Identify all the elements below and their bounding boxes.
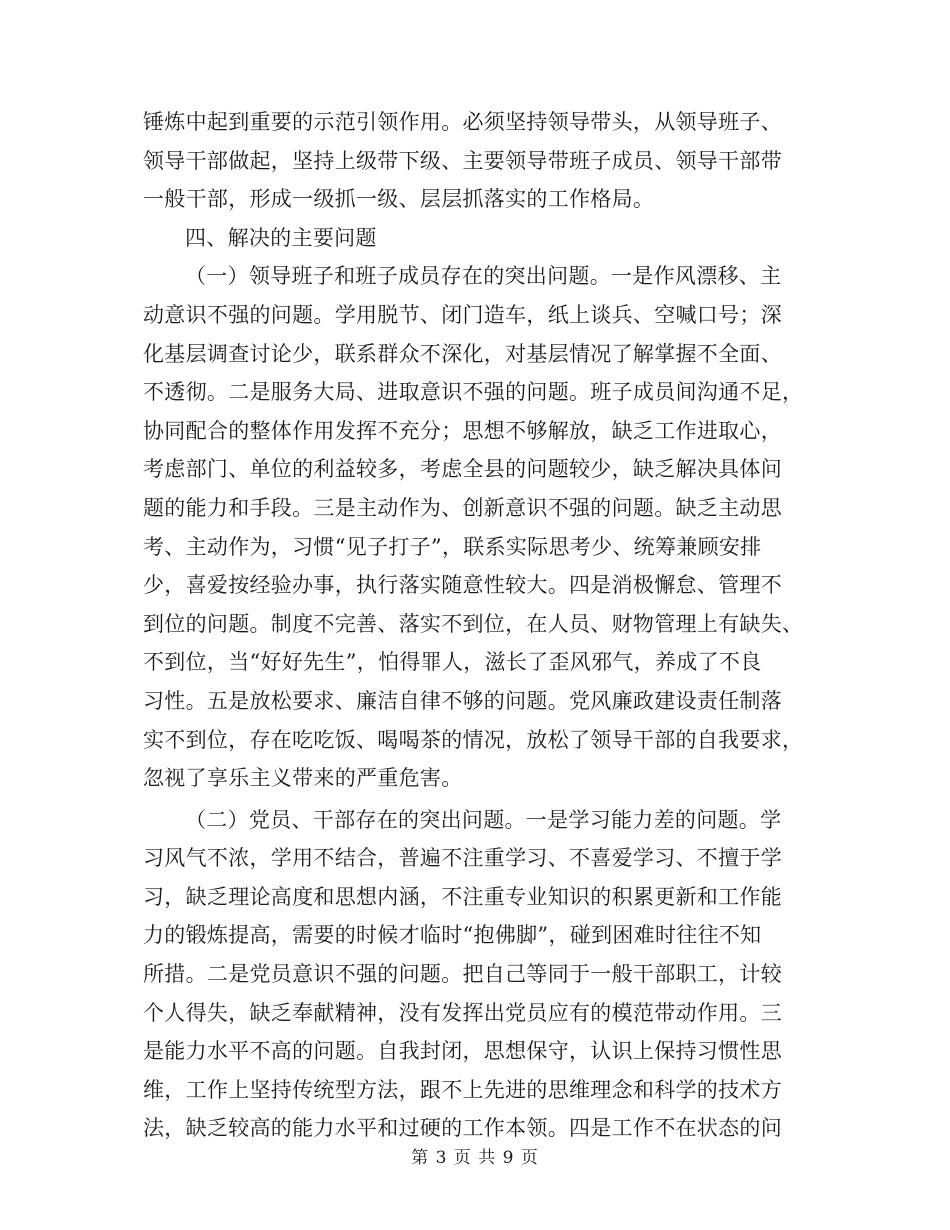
text-line: 领导干部做起，坚持上级带下级、主要领导带班子成员、领导干部带 [143, 148, 782, 173]
text-line: 实不到位，存在吃吃饭、喝喝茶的情况，放松了领导干部的自我要求， [143, 727, 804, 752]
page-number-footer: 第 3 页 共 9 页 [411, 1148, 539, 1168]
text-line: 到位的问题。制度不完善、落实不到位，在人员、财物管理上有缺失、 [143, 611, 804, 636]
text-line: 所措。二是党员意识不强的问题。把自己等同于一般干部职工，计较 [143, 962, 782, 987]
text-line: 维，工作上坚持传统型方法，跟不上先进的思维理念和科学的技术方 [143, 1077, 782, 1102]
text-line: 一般干部，形成一级抓一级、层层抓落实的工作格局。 [143, 187, 655, 212]
text-line: 法，缺乏较高的能力水平和过硬的工作本领。四是工作不在状态的问 [143, 1116, 782, 1141]
text-line: （一）领导班子和班子成员存在的突出问题。一是作风漂移、主 [185, 264, 782, 289]
text-line: 考、主动作为，习惯“见子打子”，联系实际思考少、统筹兼顾安排 [143, 534, 762, 559]
text-line: 动意识不强的问题。学用脱节、闭门造车，纸上谈兵、空喊口号；深 [143, 302, 782, 327]
text-line: （二）党员、干部存在的突出问题。一是学习能力差的问题。学 [185, 807, 782, 832]
document-body [143, 103, 803, 1148]
text-line: 习性。五是放松要求、廉洁自律不够的问题。党风廉政建设责任制落 [143, 688, 782, 713]
text-line: 忽视了享乐主义带来的严重危害。 [143, 766, 463, 791]
text-line: 是能力水平不高的问题。自我封闭，思想保守，认识上保持习惯性思 [143, 1039, 782, 1064]
text-line: 力的锻炼提高，需要的时候才临时“抱佛脚”，碰到困难时往往不知 [143, 923, 762, 948]
text-line: 不到位，当“好好先生”，怕得罪人，滋长了歪风邪气，养成了不良 [143, 650, 762, 675]
text-line: 个人得失，缺乏奉献精神，没有发挥出党员应有的模范带动作用。三 [143, 1000, 782, 1025]
text-line: 少，喜爱按经验办事，执行落实随意性较大。四是消极懈怠、管理不 [143, 573, 782, 598]
text-line: 锤炼中起到重要的示范引领作用。必须坚持领导带头，从领导班子、 [143, 110, 782, 134]
section-heading: 四、解决的主要问题 [185, 225, 377, 250]
text-line: 考虑部门、单位的利益较多，考虑全县的问题较少，缺乏解决具体问 [143, 457, 782, 482]
text-line: 题的能力和手段。三是主动作为、创新意识不强的问题。缺乏主动思 [143, 495, 782, 520]
text-line: 协同配合的整体作用发挥不充分；思想不够解放，缺乏工作进取心， [143, 418, 782, 443]
text-line: 习风气不浓，学用不结合，普遍不注重学习、不喜爱学习、不擅于学 [143, 846, 782, 871]
text-line: 不透彻。二是服务大局、进取意识不强的问题。班子成员间沟通不足， [143, 380, 804, 405]
text-line: 化基层调查讨论少，联系群众不深化，对基层情况了解掌握不全面、 [143, 341, 782, 366]
text-line: 习，缺乏理论高度和思想内涵，不注重专业知识的积累更新和工作能 [143, 884, 782, 909]
